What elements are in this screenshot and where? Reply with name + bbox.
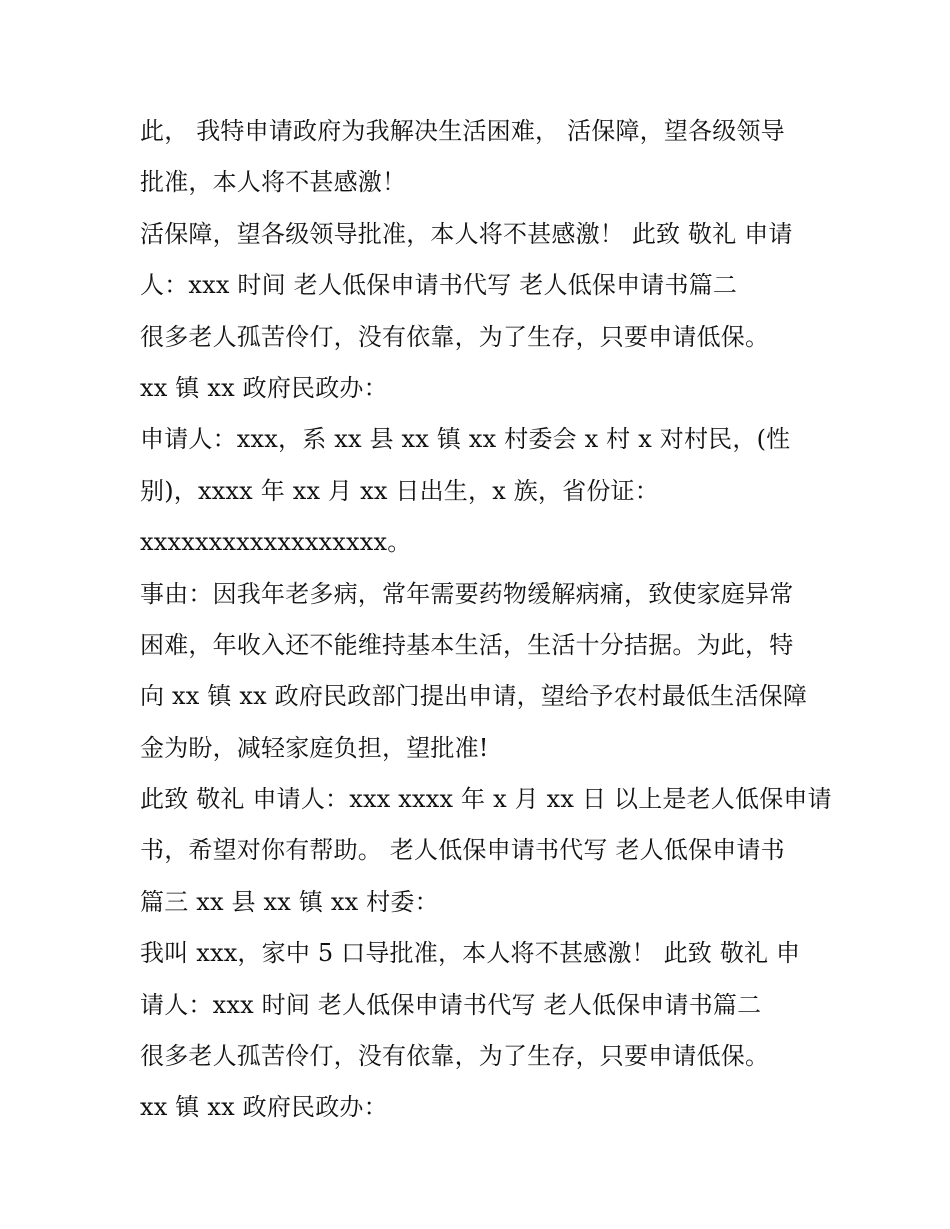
text-line: 人：xxx 时间 老人低保申请书代写 老人低保申请书篇二 — [140, 271, 738, 300]
text-line: 批准，本人将不甚感激！ — [140, 168, 407, 197]
text-line: 向 xx 镇 xx 政府民政部门提出申请，望给予农村最低生活保障 — [140, 682, 808, 711]
text-line: 事由：因我年老多病，常年需要药物缓解病痛，致使家庭异常 — [140, 579, 794, 608]
text-line: 别)，xxxx 年 xx 月 xx 日出生，x 族，省份证： — [140, 476, 659, 505]
text-line: xxxxxxxxxxxxxxxxxx。 — [140, 528, 412, 557]
text-line: 书，希望对你有帮助。 老人低保申请书代写 老人低保申请书 — [140, 836, 785, 865]
text-line: 此， 我特申请政府为我解决生活困难， 活保障，望各级领导 — [140, 117, 785, 145]
text-line: 请人：xxx 时间 老人低保申请书代写 老人低保申请书篇二 — [140, 990, 762, 1019]
document-body — [140, 106, 840, 1134]
text-line: 很多老人孤苦伶仃，没有依靠，为了生存，只要申请低保。 — [140, 1042, 770, 1071]
text-line: 金为盼，减轻家庭负担，望批准! — [140, 733, 489, 762]
text-line: 申请人：xxx，系 xx 县 xx 镇 xx 村委会 x 村 x 对村民，(性 — [140, 425, 791, 454]
text-line: xx 镇 xx 政府民政办： — [140, 373, 388, 402]
text-line: 此致 敬礼 申请人：xxx xxxx 年 x 月 xx 日 以上是老人低保申请 — [140, 785, 832, 814]
text-line: 很多老人孤苦伶仃，没有依靠，为了生存，只要申请低保。 — [140, 322, 770, 351]
text-line: 我叫 xxx，家中 5 口导批准，本人将不甚感激！ 此致 敬礼 申 — [140, 939, 801, 968]
text-line: 活保障，望各级领导批准，本人将不甚感激！ 此致 敬礼 申请 — [140, 219, 793, 248]
text-line: 篇三 xx 县 xx 镇 xx 村委： — [140, 887, 439, 916]
text-line: 困难，年收入还不能维持基本生活，生活十分拮据。为此，特 — [140, 630, 794, 659]
text-line: xx 镇 xx 政府民政办： — [140, 1093, 388, 1122]
